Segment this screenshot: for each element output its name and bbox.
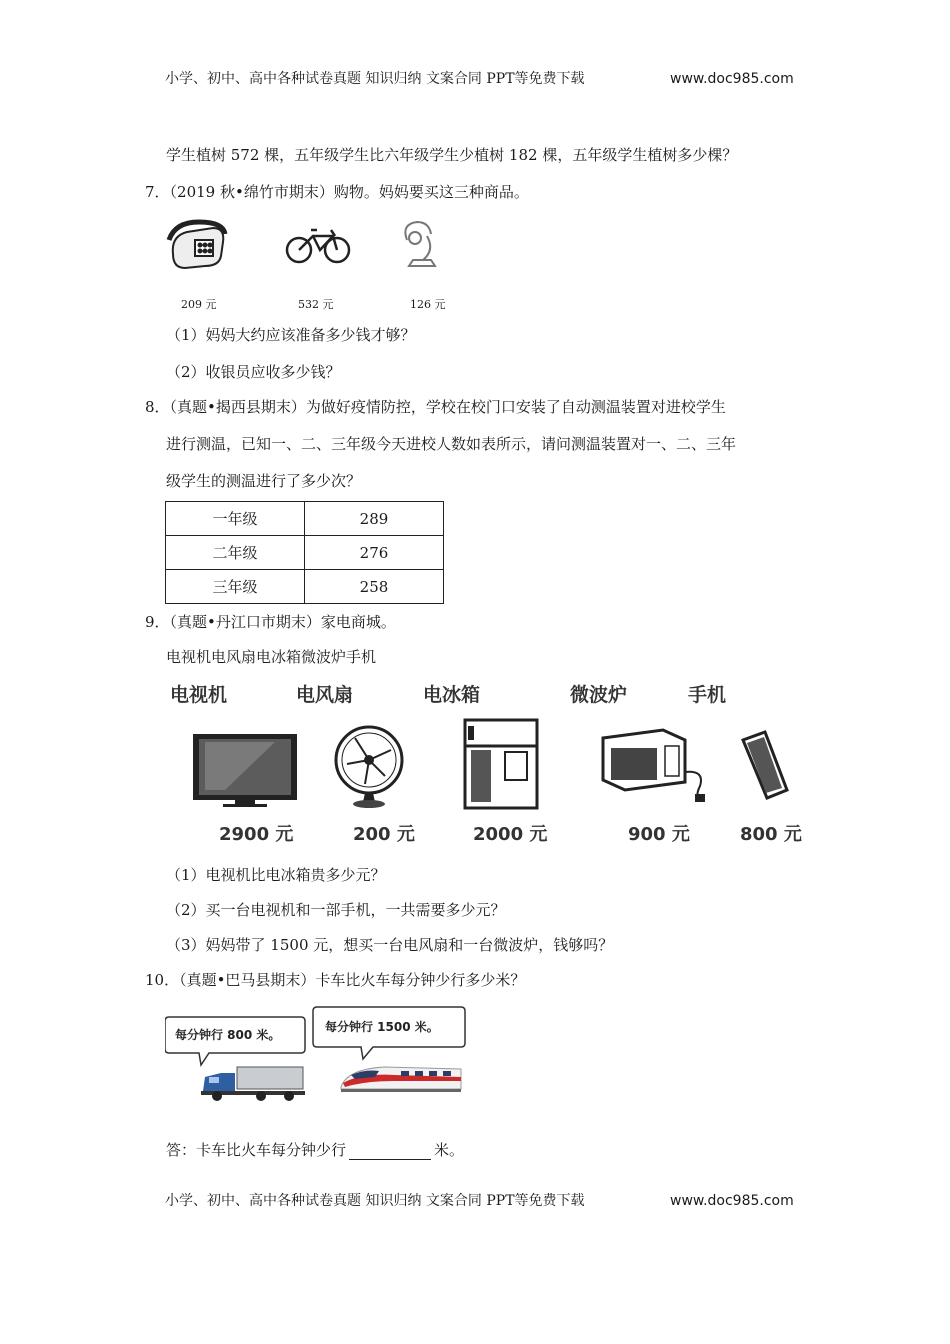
q9-caption: 电视机电风扇电冰箱微波炉手机	[166, 648, 377, 666]
q7-sub1: （1）妈妈大约应该准备多少钱才够？	[166, 326, 416, 344]
answer-blank[interactable]	[349, 1144, 431, 1160]
q9-label-phone: 手机	[688, 684, 727, 706]
train-speech-bubble	[313, 1007, 465, 1059]
header-url[interactable]: www.doc985.com	[670, 71, 794, 87]
telephone-icon	[169, 222, 225, 268]
truck-icon	[201, 1067, 305, 1101]
page-footer	[165, 1191, 794, 1211]
grade-cell: 三年级	[166, 570, 305, 604]
q9-label-microwave: 微波炉	[570, 684, 628, 706]
q9-appliances	[165, 712, 815, 812]
phone-icon	[743, 732, 787, 798]
q10-title: 10．（真题•巴马县期末）卡车比火车每分钟少行多少米？	[145, 971, 526, 989]
count-cell: 276	[305, 536, 444, 570]
footer-text: 小学、初中、高中各种试卷真题 知识归纳 文案合同 PPT等免费下载	[165, 1193, 585, 1209]
table-row	[166, 502, 444, 536]
q9-price-tv: 2900 元	[219, 824, 294, 845]
q9-price-fridge: 2000 元	[473, 824, 548, 845]
grade-cell: 一年级	[166, 502, 305, 536]
bicycle-icon	[287, 230, 349, 262]
q9-price-phone: 800 元	[740, 824, 802, 845]
q9-label-fridge: 电冰箱	[423, 684, 481, 706]
train-icon	[341, 1067, 461, 1092]
truck-bubble-text: 每分钟行 800 米。	[175, 1028, 281, 1042]
q7-title: 7．（2019 秋•绵竹市期末）购物。妈妈要买这三种商品。	[145, 183, 529, 201]
q10-illustration	[165, 1003, 475, 1103]
q9-price-microwave: 900 元	[628, 824, 690, 845]
q8-line3: 级学生的测温进行了多少次？	[166, 472, 362, 490]
tv-icon	[193, 734, 297, 807]
q7-price-lamp: 126 元	[410, 298, 446, 311]
q8-line2: 进行测温，已知一、二、三年级今天进校人数如表所示，请问测温装置对一、二、三年	[166, 435, 737, 453]
answer-suffix: 米。	[434, 1141, 465, 1159]
grade-cell: 二年级	[166, 536, 305, 570]
answer-prefix: 答：卡车比火车每分钟少行	[166, 1141, 347, 1159]
lamp-icon	[405, 222, 435, 266]
page-header	[165, 69, 794, 89]
q9-sub3: （3）妈妈带了 1500 元，想买一台电风扇和一台微波炉，钱够吗？	[166, 936, 614, 954]
q9-label-fan: 电风扇	[296, 684, 354, 706]
q9-title: 9．（真题•丹江口市期末）家电商城。	[145, 613, 396, 631]
q6-tail-text: 学生植树 572 棵，五年级学生比六年级学生少植树 182 棵，五年级学生植树多少棵？	[166, 146, 738, 164]
q7-products	[165, 212, 465, 292]
count-cell: 289	[305, 502, 444, 536]
q8-line1: 8．（真题•揭西县期末）为做好疫情防控，学校在校门口安装了自动测温装置对进校学生	[145, 398, 726, 416]
q7-price-bicycle: 532 元	[298, 298, 334, 311]
q9-label-tv: 电视机	[170, 684, 228, 706]
fridge-icon	[465, 720, 537, 808]
q9-sub2: （2）买一台电视机和一部手机，一共需要多少元？	[166, 901, 506, 919]
fan-icon	[336, 727, 402, 808]
q9-sub1: （1）电视机比电冰箱贵多少元？	[166, 866, 386, 884]
footer-url[interactable]: www.doc985.com	[670, 1193, 794, 1209]
q7-price-telephone: 209 元	[181, 298, 217, 311]
q9-price-fan: 200 元	[353, 824, 415, 845]
count-cell: 258	[305, 570, 444, 604]
train-bubble-text: 每分钟行 1500 米。	[325, 1020, 439, 1034]
q7-sub2: （2）收银员应收多少钱？	[166, 363, 341, 381]
table-row	[166, 536, 444, 570]
table-row	[166, 570, 444, 604]
header-text: 小学、初中、高中各种试卷真题 知识归纳 文案合同 PPT等免费下载	[165, 71, 585, 87]
q10-answer-line	[166, 1140, 464, 1160]
truck-speech-bubble	[165, 1017, 305, 1065]
microwave-icon	[603, 730, 705, 802]
q8-grade-table	[165, 501, 444, 604]
